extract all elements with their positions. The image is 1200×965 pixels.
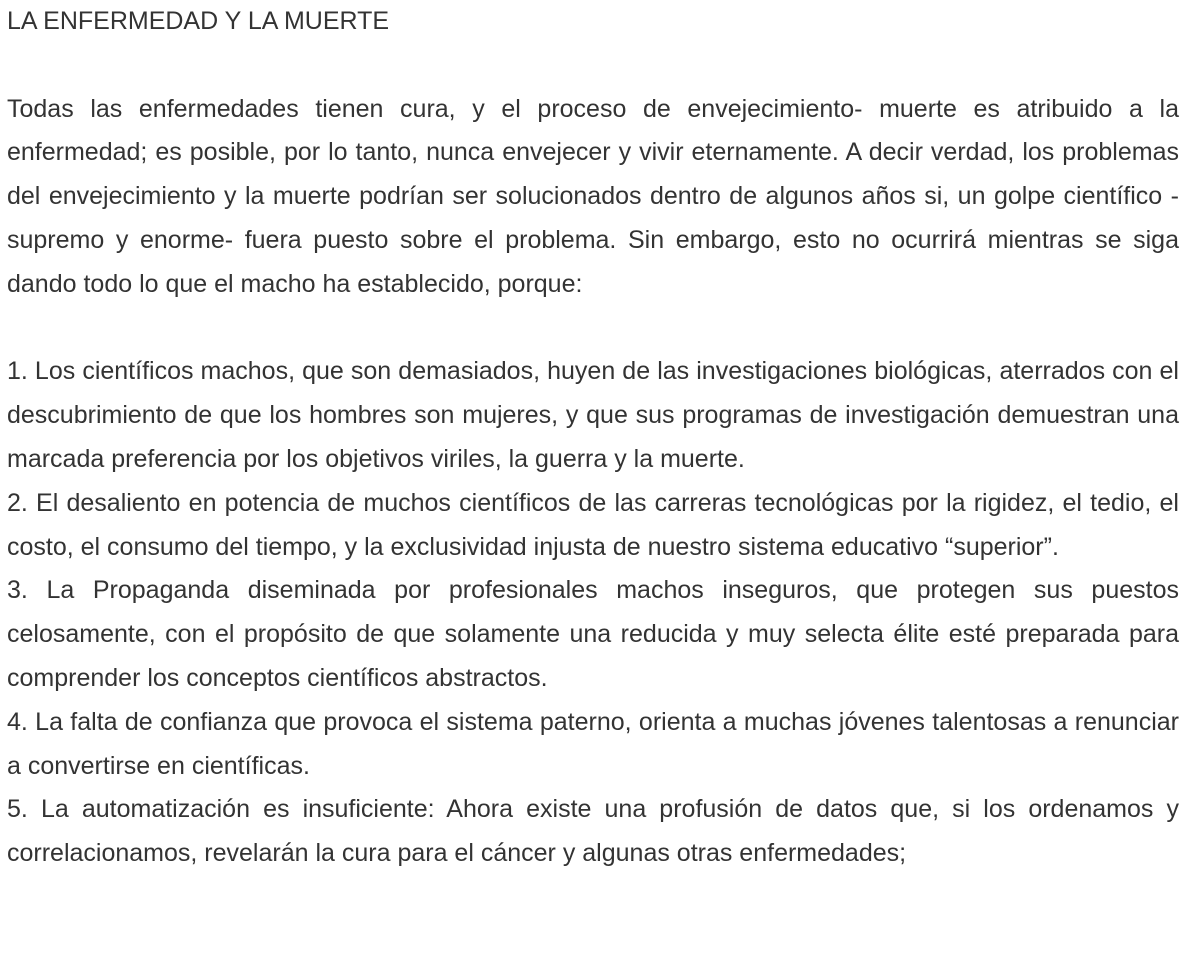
list-item-5: 5. La automatización es insuficiente: Ahora existe una profusión de datos que, si los ordenamos y correlacionamos, revelarán la cura para el cáncer y algunas otras enfermedades; — [7, 795, 1179, 868]
spacer — [7, 44, 1179, 88]
list-item-2: 2. El desaliento en potencia de muchos científicos de las carreras tecnológicas por la rigidez, el tedio, el costo, el consumo del tiempo, y la exclusividad injusta de nuestro sistema educativo “superior”. — [7, 488, 1179, 561]
list-item-4: 4. La falta de confianza que provoca el sistema paterno, orienta a muchas jóvenes talentosas a renunciar a convertirse en científicas. — [7, 707, 1179, 780]
document-page — [7, 0, 1179, 876]
page-title: LA ENFERMEDAD Y LA MUERTE — [7, 7, 390, 35]
spacer — [7, 307, 1179, 351]
intro-paragraph: Todas las enfermedades tienen cura, y el proceso de envejecimiento- muerte es atribuido a la enfermedad; es posible, por lo tanto, nunca envejecer y vivir eternamente. A decir verdad, los problemas del envejecimiento y la muerte podrían ser solucionados dentro de algunos años si, un golpe científico -supremo y enorme- fuera puesto sobre el problema. Sin embargo, esto no ocurrirá mientras se siga dando todo lo que el macho ha establecido, porque: — [7, 94, 1179, 298]
list-item-3: 3. La Propaganda diseminada por profesionales machos inseguros, que protegen sus puestos celosamente, con el propósito de que solamente una reducida y muy selecta élite esté preparada para comprender los conceptos científicos abstractos. — [7, 576, 1179, 692]
list-item-1: 1. Los científicos machos, que son demasiados, huyen de las investigaciones biológicas, aterrados con el descubrimiento de que los hombres son mujeres, y que sus programas de investigación demuestran una marcada preferencia por los objetivos viriles, la guerra y la muerte. — [7, 357, 1179, 473]
numbered-list — [7, 350, 1179, 876]
